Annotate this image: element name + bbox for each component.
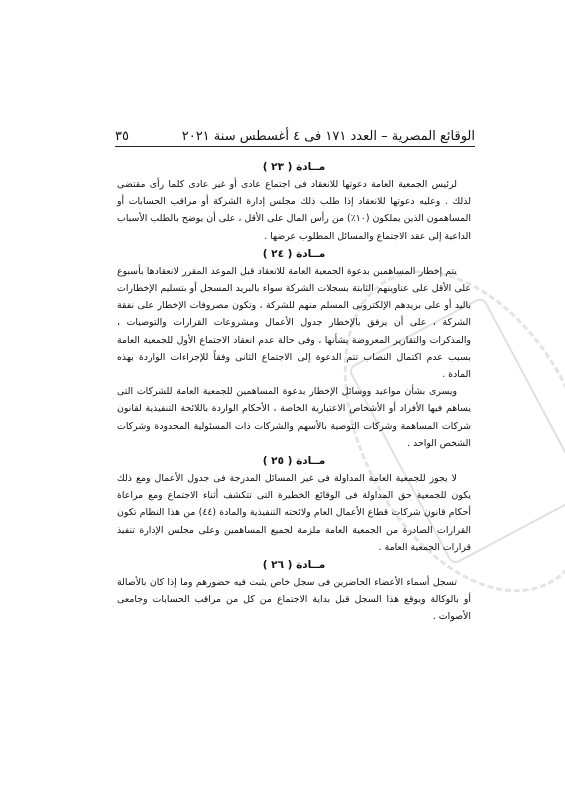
header-title: الوقائع المصرية – العدد ١٧١ فى ٤ أغسطس سنة ٢٠٢١ [181, 129, 475, 144]
header-rule [115, 146, 475, 147]
article-heading: مــادة ( ٢٦ ) [262, 559, 326, 572]
document-body [117, 158, 471, 626]
page-number: ٣٥ [115, 129, 129, 144]
article-heading: مــادة ( ٢٤ ) [262, 247, 326, 260]
article-paragraph: ويسرى بشأن مواعيد ووسائل الإخطار بدعوة المساهمين للجمعية العامة للشركات التى يساهم فيها الأفراد أو الأشخاص الاعتبارية الخاصة ، الأحكام الواردة باللائحة التنفيذية لقانون شركات المساهمة وشركات التوصية بالأسهم والشركات ذات المسئولية المحدودة وشركات الشخص الواحد . [117, 386, 471, 449]
article-paragraph: يتم إخطار المساهمين بدعوة الجمعية العامة للانعقاد قبل الموعد المقرر لانعقادها بأسبوع على الأقل على عناوينهم الثابتة بسجلات الشركة سواء بالبريد المسجل أو بتسليم الإخطارات باليد أو على بريدهم الإلكترونى المسلم منهم للشركة ، وتكون مصروفات الإخطار على نفقة الشركة ، على أن يرفق بالإخطار جدول الأعمال ومشروعات القرارات والتوصيات ، والمذكرات والتقارير المعروضة بشأنها ، وفى حالة عدم انعقاد الاجتماع الأول للجمعية العامة بسبب عدم اكتمال النصاب تتم الدعوة إلى الاجتماع الثانى وفقاً للإجراءات الواردة بهذه المادة . [117, 265, 471, 381]
page-header [115, 122, 475, 144]
article-paragraph: لا يجوز للجمعية العامة المداولة فى غير المسائل المدرجة فى جدول الأعمال ومع ذلك يكون للجمعية حق المداولة فى الوقائع الخطيرة التى تتكشف أثناء الاجتماع ومع مراعاة أحكام قانون شركات قطاع الأعمال العام ولائحته التنفيذية والمادة (٤٤) من هذا النظام تكون القرارات الصادرة من الجمعية العامة ملزمة لجميع المساهمين وعلى مجلس الإدارة تنفيذ قرارات الجمعية العامة . [117, 473, 472, 553]
article-paragraph: لرئيس الجمعية العامة دعوتها للانعقاد فى اجتماع عادى أو غير عادى كلما رأى مقتضى لذلك . وعليه دعوتها للانعقاد إذا طلب ذلك مجلس إدارة الشركة أو مراقب الحسابات أو المساهمون الذين يملكون (١٠٪) من رأس المال على الأقل ، على أن يوضح بالطلب الأسباب الداعية إلى عقد الاجتماع والمسائل المطلوب عرضها . [117, 179, 471, 242]
article-heading: مــادة ( ٢٣ ) [262, 161, 326, 173]
article-paragraph: تسجل أسماء الأعضاء الحاضرين فى سجل خاص يثبت فيه حضورهم وما إذا كان بالأصالة أو بالوكالة ويوقع هذا السجل قبل بداية الاجتماع من كل من مراقب الحسابات وجامعى الأصوات . [117, 577, 471, 623]
article-heading: مــادة ( ٢٥ ) [262, 455, 326, 468]
